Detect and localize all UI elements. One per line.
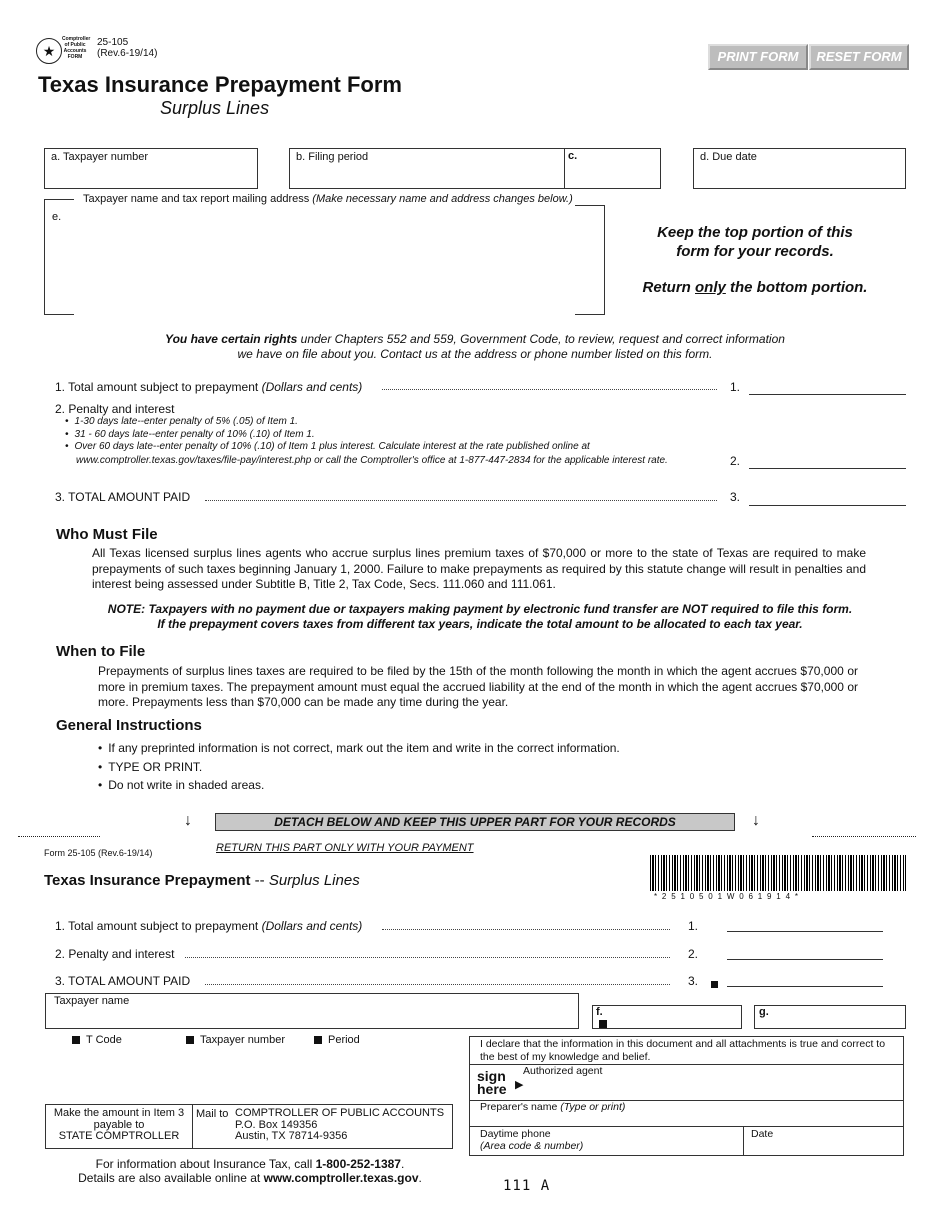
- penalty-rule: • 1-30 days late--enter penalty of 5% (.05) of Item 1.: [65, 416, 590, 429]
- return-instruction: RETURN THIS PART ONLY WITH YOUR PAYMENT: [216, 842, 474, 854]
- item1-input[interactable]: [749, 394, 906, 395]
- address-side-l: [44, 205, 45, 315]
- due-date-field[interactable]: [693, 148, 906, 189]
- period-code-label: Period: [314, 1034, 360, 1046]
- field-c-label: c.: [568, 150, 578, 162]
- lower-item1-input[interactable]: [727, 931, 883, 932]
- who-must-file-note: NOTE: Taxpayers with no payment due or taxpayers making payment by electronic fund transfer are NOT required to file this form. If the prepayment covers taxes from different tax years, indicate the total amount to be allocated to each tax year.: [107, 602, 853, 631]
- instruction-item: • Do not write in shaded areas.: [98, 776, 620, 795]
- lower-item1-number: 1.: [688, 919, 699, 933]
- sign-arrow-icon: ▶: [515, 1079, 524, 1091]
- item2-input[interactable]: [749, 468, 906, 469]
- item2-label: 2. Penalty and interest: [55, 402, 175, 416]
- field-g-label: g.: [759, 1006, 769, 1018]
- seal-text: Comptroller of Public Accounts FORM: [62, 36, 91, 60]
- signature-block: [469, 1036, 904, 1156]
- website-link[interactable]: www.comptroller.texas.gov: [263, 1171, 419, 1185]
- barcode-icon: [650, 855, 906, 891]
- penalty-rules-list: [65, 416, 590, 454]
- general-instructions-list: [98, 739, 620, 795]
- lower-item2-leader: [185, 957, 670, 958]
- mail-to-label: Mail to: [196, 1108, 229, 1120]
- barcode-text: * 2 5 1 0 5 0 1 W 0 6 1 9 1 4 *: [654, 892, 800, 901]
- filing-period-label: b. Filing period: [296, 151, 369, 163]
- who-must-file-heading: Who Must File: [56, 526, 158, 543]
- footer-info: For information about Insurance Tax, call 1-800-252-1387. Details are also available online at www.comptroller.texas.gov.: [78, 1157, 422, 1185]
- taxpayer-number-field[interactable]: [44, 148, 258, 189]
- instruction-item: • TYPE OR PRINT.: [98, 758, 620, 777]
- state-seal-icon: ★: [36, 38, 62, 64]
- lower-item3-input[interactable]: [727, 986, 883, 987]
- field-f[interactable]: [592, 1005, 742, 1029]
- address-corner-bl: [44, 305, 74, 315]
- detach-arrow-left-icon: ↓: [184, 812, 192, 829]
- address-corner-br: [575, 305, 605, 315]
- print-form-button[interactable]: PRINT FORM: [708, 44, 808, 70]
- item3-leader: [205, 500, 717, 501]
- payment-instructions-box: [45, 1104, 453, 1149]
- lower-item3-leader: [205, 984, 670, 985]
- field-e-label: e.: [52, 211, 62, 223]
- field-g[interactable]: [754, 1005, 906, 1029]
- address-caption: Taxpayer name and tax report mailing address (Make necessary name and address changes below.): [83, 193, 573, 205]
- penalty-rule: • Over 60 days late--enter penalty of 10% (.10) of Item 1 plus interest. Calculate interest at the rate published online at: [65, 441, 590, 454]
- address-side-r: [604, 205, 605, 315]
- general-instructions-heading: General Instructions: [56, 717, 202, 734]
- detach-banner: DETACH BELOW AND KEEP THIS UPPER PART FOR YOUR RECORDS: [215, 813, 735, 831]
- lower-item2-input[interactable]: [727, 959, 883, 960]
- detach-dotted-left: [18, 836, 100, 837]
- address-corner-tl: [44, 199, 74, 209]
- lower-item2-number: 2.: [688, 947, 699, 961]
- page-title: Texas Insurance Prepayment Form: [38, 72, 402, 97]
- address-input[interactable]: [60, 220, 590, 305]
- lower-item1-leader: [382, 929, 670, 930]
- penalty-rule: • 31 - 60 days late--enter penalty of 10% (.10) of Item 1.: [65, 429, 590, 442]
- declaration-text: I declare that the information in this document and all attachments is true and correct to the best of my knowledge and belief.: [480, 1038, 886, 1063]
- item1-leader: [382, 389, 717, 390]
- address-corner-tr: [575, 205, 605, 215]
- lower-title: Texas Insurance Prepayment -- Surplus Lines: [44, 872, 360, 889]
- item3-number: 3.: [730, 490, 741, 504]
- preparer-name-label: Preparer's name (Type or print): [480, 1101, 626, 1113]
- instruction-item: • If any preprinted information is not correct, mark out the item and write in the correct information.: [98, 739, 620, 758]
- item3-input[interactable]: [749, 505, 906, 506]
- taxpayer-number-label: a. Taxpayer number: [51, 151, 149, 163]
- taxpayer-number-code-label: Taxpayer number: [186, 1034, 285, 1046]
- lower-item3-number: 3.: [688, 974, 699, 988]
- sign-here-label: sign here: [477, 1068, 507, 1097]
- payable-to-text: Make the amount in Item 3 payable to STATE COMPTROLLER: [53, 1107, 185, 1142]
- keep-note: Keep the top portion of this form for your records. Return only the bottom portion.: [642, 224, 868, 296]
- form-revision: (Rev.6-19/14): [97, 48, 158, 59]
- due-date-label: d. Due date: [700, 151, 757, 163]
- page-subtitle: Surplus Lines: [160, 98, 270, 118]
- reset-form-button[interactable]: RESET FORM: [809, 44, 909, 70]
- filing-period-field[interactable]: [289, 148, 565, 189]
- detach-arrow-right-icon: ↓: [752, 812, 760, 829]
- field-f-label: f.: [596, 1006, 603, 1018]
- taxpayer-name-field[interactable]: [45, 993, 579, 1029]
- item3-label: 3. TOTAL AMOUNT PAID: [55, 490, 191, 504]
- form-code: 111 A: [503, 1178, 551, 1194]
- when-to-file-body: Prepayments of surplus lines taxes are required to be filed by the 15th of the month following the month in which the agent accrues $70,000 or more in premium taxes. The prepayment amount must equal the accrued liability at the end of the month in which the agent accrues $70,000 or more. Prepayments less than $70,000 can be made any time during the year.: [98, 664, 858, 709]
- detach-dotted-right: [812, 836, 916, 837]
- item1-label: 1. Total amount subject to prepayment (Dollars and cents): [55, 380, 363, 394]
- interest-url-line: www.comptroller.texas.gov/taxes/file-pay/interest.php or call the Comptroller's office at 1-877-447-2834 for the applicable interest rate.: [76, 455, 668, 466]
- form-number: 25-105: [97, 37, 129, 48]
- lower-item1-label: 1. Total amount subject to prepayment (Dollars and cents): [55, 919, 363, 933]
- when-to-file-heading: When to File: [56, 643, 146, 660]
- payment-box-divider: [192, 1105, 193, 1148]
- item2-number: 2.: [730, 454, 741, 468]
- lower-item3-label: 3. TOTAL AMOUNT PAID: [55, 974, 191, 988]
- shaded-marker-icon: [711, 981, 718, 988]
- daytime-phone-label: Daytime phone (Area code & number): [480, 1128, 584, 1152]
- t-code-label: T Code: [72, 1034, 122, 1046]
- authorized-agent-label: Authorized agent: [523, 1065, 603, 1077]
- field-c[interactable]: [564, 148, 661, 189]
- taxpayer-name-label: Taxpayer name: [54, 995, 130, 1007]
- rights-notice: You have certain rights under Chapters 552 and 559, Government Code, to review, request and correct information we have on file about you. Contact us at the address or phone number listed on this form.: [165, 332, 785, 361]
- field-f-marker-icon: [599, 1020, 607, 1028]
- form-reference: Form 25-105 (Rev.6-19/14): [44, 848, 153, 858]
- who-must-file-body: All Texas licensed surplus lines agents who accrue surplus lines premium taxes of $70,000 or more to the state of Texas are required to make prepayments of such taxes beginning January 1, 2000. Failure to make prepayments as required by this statute change will result in penalties and interest being assessed under Subtitle B, Title 2, Tax Code, Secs. 111.060 and 111.061.: [92, 546, 866, 591]
- lower-item2-label: 2. Penalty and interest: [55, 947, 175, 961]
- item1-number: 1.: [730, 380, 741, 394]
- mailing-address: COMPTROLLER OF PUBLIC ACCOUNTS P.O. Box 149356 Austin, TX 78714-9356: [235, 1107, 445, 1142]
- date-label: Date: [751, 1128, 774, 1140]
